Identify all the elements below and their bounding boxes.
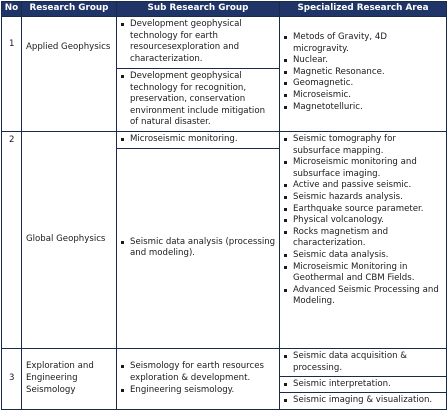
header-specialized-research-area: Specialized Research Area — [280, 2, 447, 17]
header-no: No — [2, 2, 22, 17]
table-row — [2, 131, 447, 348]
sub-research-group-cell — [117, 17, 280, 132]
sub-research-group-cell — [117, 131, 280, 348]
research-area-item: Seismic interpretation. — [284, 379, 443, 391]
research-area-item: Advanced Seismic Processing and Modeling. — [284, 285, 443, 308]
sub-group-item: Development geophysical technology for recognition, preservation, conservation environment include mitigation of natural disaster. — [121, 71, 276, 129]
research-area-item: Seismic imaging & visualization. — [284, 395, 443, 407]
research-area-item: Earthquake source parameter. — [284, 204, 443, 216]
header-row — [2, 2, 447, 17]
specialized-area-cell — [280, 131, 447, 348]
research-area-item: Nuclear. — [284, 55, 443, 67]
research-group-table — [1, 1, 447, 410]
research-area-item: Seismic data analysis. — [284, 250, 443, 262]
sub-research-group-cell — [117, 348, 280, 409]
research-area-item: Seismic tomography for subsurface mapping. — [284, 134, 443, 157]
research-area-item: Active and passive seismic. — [284, 180, 443, 192]
research-area-item: Metods of Gravity, 4D microgravity. — [284, 32, 443, 55]
research-area-item: Seismic hazards analysis. — [284, 192, 443, 204]
research-area-item: Microseismic. — [284, 90, 443, 102]
research-area-item: Physical volcanology. — [284, 215, 443, 227]
sub-group-item: Microseismic monitoring. — [121, 134, 276, 146]
research-group-cell: Exploration and Engineering Seismology — [22, 348, 117, 409]
specialized-area-cell — [280, 348, 447, 409]
table-row — [2, 17, 447, 132]
row-number: 3 — [2, 348, 22, 409]
sub-group-item: Seismic data analysis (processing and modeling). — [121, 237, 276, 260]
research-area-item: Rocks magnetism and characterization. — [284, 227, 443, 250]
research-area-item: Microseismic monitoring and subsurface imaging. — [284, 157, 443, 180]
research-area-item: Microseismic Monitoring in Geothermal and CBM Fields. — [284, 262, 443, 285]
table-row — [2, 348, 447, 409]
research-group-cell: Applied Geophysics — [22, 17, 117, 132]
research-area-item: Magnetotelluric. — [284, 102, 443, 114]
header-sub-research-group: Sub Research Group — [117, 2, 280, 17]
sub-group-item: Development geophysical technology for earth resourcesexploration and characterization. — [121, 19, 276, 65]
row-number: 1 — [2, 17, 22, 132]
research-group-cell: Global Geophysics — [22, 131, 117, 348]
sub-group-item: Seismology for earth resources exploration & development. — [121, 361, 276, 384]
research-area-item: Seismic data acquisition & processing. — [284, 351, 443, 374]
specialized-area-cell — [280, 17, 447, 132]
research-area-item: Geomagnetic. — [284, 78, 443, 90]
research-area-item: Magnetic Resonance. — [284, 67, 443, 79]
sub-group-item: Engineering seismology. — [121, 385, 276, 397]
row-number: 2 — [2, 131, 22, 348]
header-research-group: Research Group — [22, 2, 117, 17]
